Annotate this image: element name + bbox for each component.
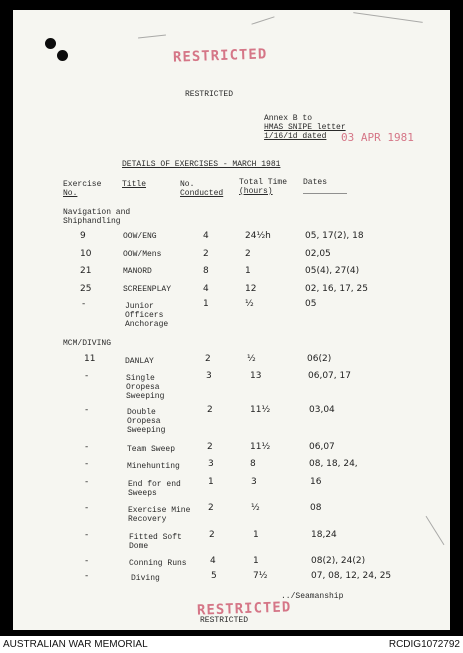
col-header-conducted-1: No. <box>180 180 195 189</box>
section-heading: MCM/DIVING <box>63 339 112 348</box>
continuation-note: ../Seamanship <box>281 592 344 601</box>
col-header-time-1: Total Time <box>239 178 288 187</box>
archive-footer <box>0 636 463 653</box>
document-title: DETAILS OF EXERCISES - MARCH 1981 <box>122 160 281 169</box>
table-row: - Single Oropesa Sweeping 3 13 06,07, 17 <box>85 371 351 401</box>
table-row: 10 OOW/Mens 2 2 02,05 <box>80 249 331 259</box>
table-row: 11 DANLAY 2 ½ 06(2) <box>84 354 332 366</box>
archive-id: RCDIG1072792 <box>388 639 460 650</box>
date-stamp: 03 APR 1981 <box>341 131 414 144</box>
dates-underline <box>303 193 347 194</box>
paper-mark <box>251 16 274 24</box>
table-row: - Exercise Mine Recovery 2 ½ 08 <box>85 503 322 524</box>
section-heading: Navigation and <box>63 208 131 217</box>
table-row: 21 MANORD 8 1 05(4), 27(4) <box>80 266 360 276</box>
table-row: - Fitted Soft Dome 2 1 18,24 <box>85 530 337 551</box>
archive-name: AUSTRALIAN WAR MEMORIAL <box>3 639 148 650</box>
table-row: - Double Oropesa Sweeping 2 11½ 03,04 <box>85 405 335 435</box>
table-row: 9 OOW/ENG 4 24½h 05, 17(2), 18 <box>80 231 364 241</box>
table-row: - Team Sweep 2 11½ 06,07 <box>85 442 335 454</box>
table-row: - End for end Sweeps 1 3 16 <box>85 477 322 498</box>
section-heading: Shiphandling <box>63 217 121 226</box>
annex-line-1: Annex B to <box>264 114 313 123</box>
table-row: - Minehunting 3 8 08, 18, 24, <box>85 459 358 471</box>
col-header-exercise-no: No. <box>63 189 78 198</box>
col-header-dates: Dates <box>303 178 328 187</box>
col-header-title: Title <box>122 180 147 189</box>
col-header-conducted-2: Conducted <box>180 189 224 198</box>
table-row: - Junior Officers Anchorage 1 ½ 05 <box>82 299 317 329</box>
table-row: - Diving 5 7½ 07, 08, 12, 24, 25 <box>85 571 392 583</box>
table-row: - Conning Runs 4 1 08(2), 24(2) <box>85 556 366 568</box>
document-page <box>13 10 450 630</box>
paper-mark <box>138 35 166 39</box>
restricted-stamp-top: RESTRICTED <box>172 46 268 66</box>
punch-hole <box>45 38 56 49</box>
annex-line-2: HMAS SNIPE letter <box>264 123 346 132</box>
paper-mark <box>353 12 422 23</box>
table-row: 25 SCREENPLAY 4 12 02, 16, 17, 25 <box>80 284 368 294</box>
classification-header: RESTRICTED <box>185 90 234 99</box>
restricted-stamp-bottom: RESTRICTED <box>196 599 292 619</box>
punch-hole <box>57 50 68 61</box>
classification-footer: RESTRICTED <box>200 616 249 625</box>
annex-line-3: 1/16/1d dated <box>264 132 327 141</box>
col-header-time-2: (hours) <box>239 187 273 196</box>
col-header-exercise: Exercise <box>63 180 102 189</box>
